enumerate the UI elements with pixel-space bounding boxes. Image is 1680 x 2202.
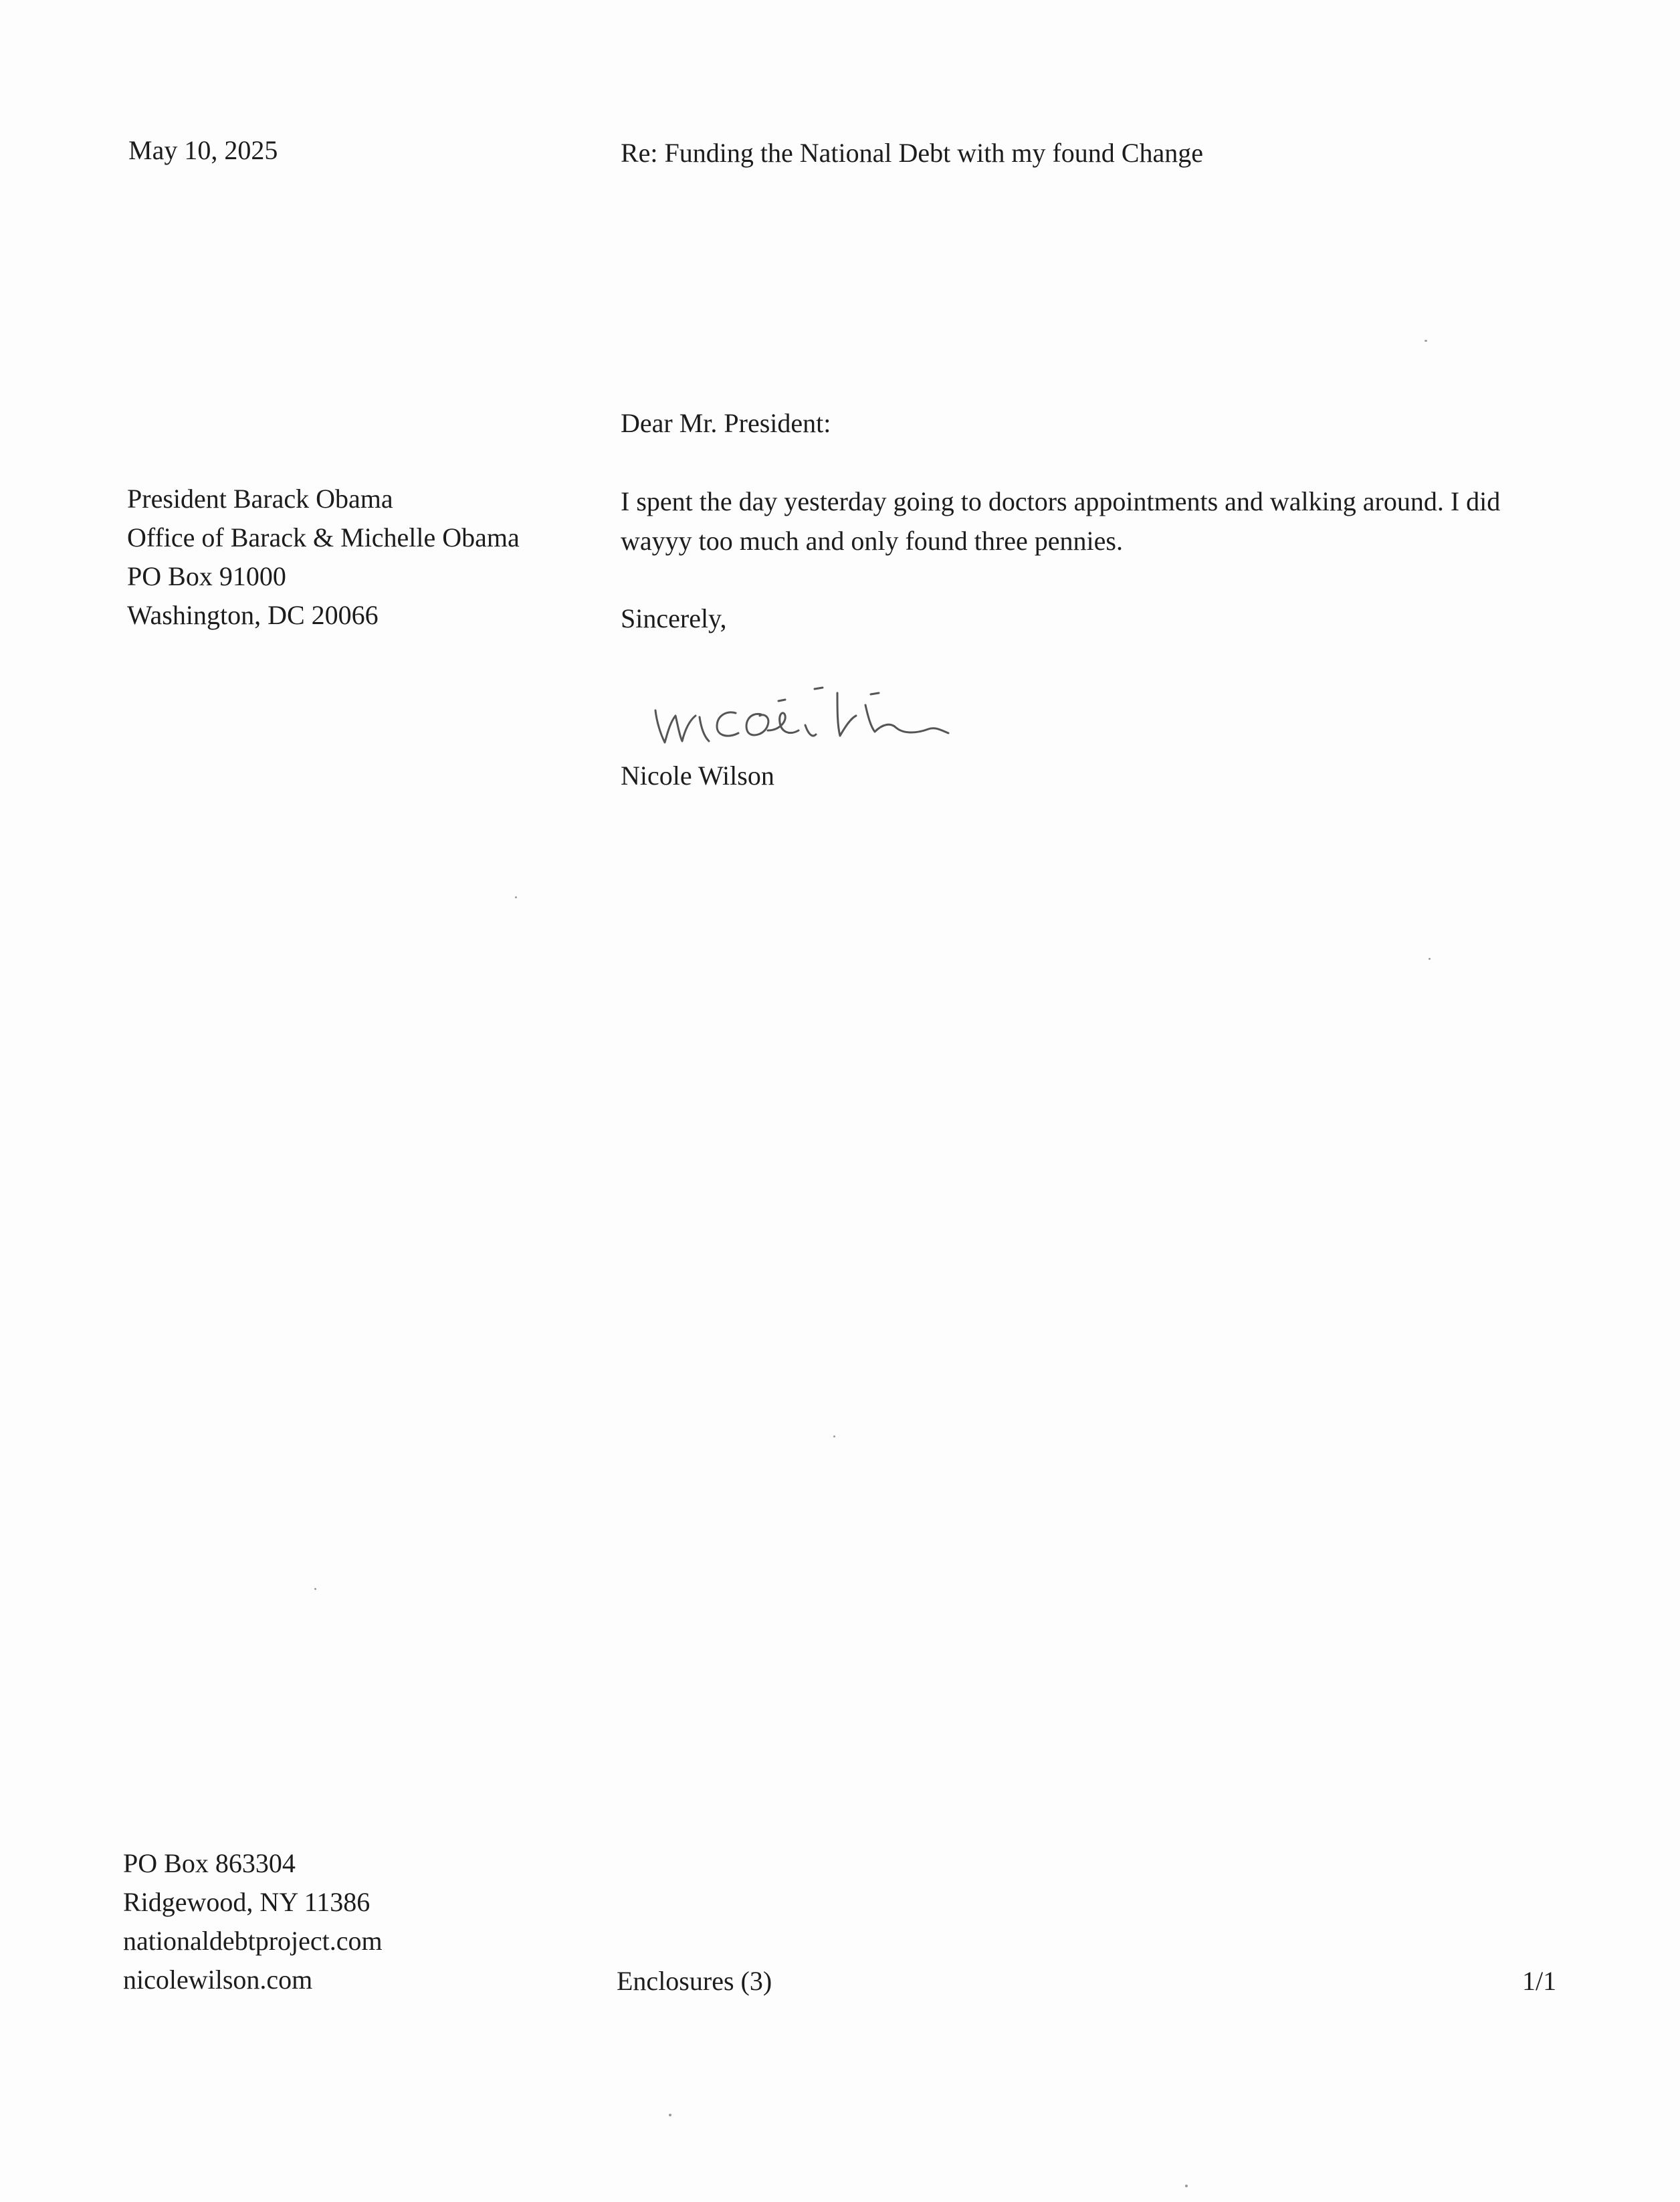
scan-speck [1429,958,1431,960]
letter-subject: Re: Funding the National Debt with my found Change [621,138,1203,168]
sender-website-project: nationaldebtproject.com [123,1926,383,1956]
body-line: wayyy too much and only found three pennies. [621,526,1123,556]
scan-speck [1425,340,1427,342]
recipient-office: Office of Barack & Michelle Obama [127,522,520,553]
sender-website-personal: nicolewilson.com [123,1965,313,1995]
letter-date: May 10, 2025 [128,135,278,165]
page-number: 1/1 [1522,1966,1557,1996]
handwritten-signature-icon [647,669,968,763]
recipient-po-box: PO Box 91000 [127,561,286,591]
recipient-city: Washington, DC 20066 [127,600,379,630]
body-line: I spent the day yesterday going to doctors appointments and walking around. I did [621,486,1501,516]
closing: Sincerely, [621,603,727,633]
letter-body [621,482,1500,561]
signer-name: Nicole Wilson [621,761,774,791]
scan-speck [515,896,517,898]
sender-address [123,1844,383,1999]
enclosures-note: Enclosures (3) [617,1966,772,1996]
scan-speck [669,2114,671,2116]
scan-speck [833,1435,835,1437]
salutation: Dear Mr. President: [621,408,831,438]
sender-po-box: PO Box 863304 [123,1848,296,1878]
sender-city: Ridgewood, NY 11386 [123,1887,371,1917]
recipient-name: President Barack Obama [127,484,393,514]
recipient-address [127,480,520,635]
scan-speck [1185,2185,1188,2187]
scan-speck [314,1588,316,1590]
